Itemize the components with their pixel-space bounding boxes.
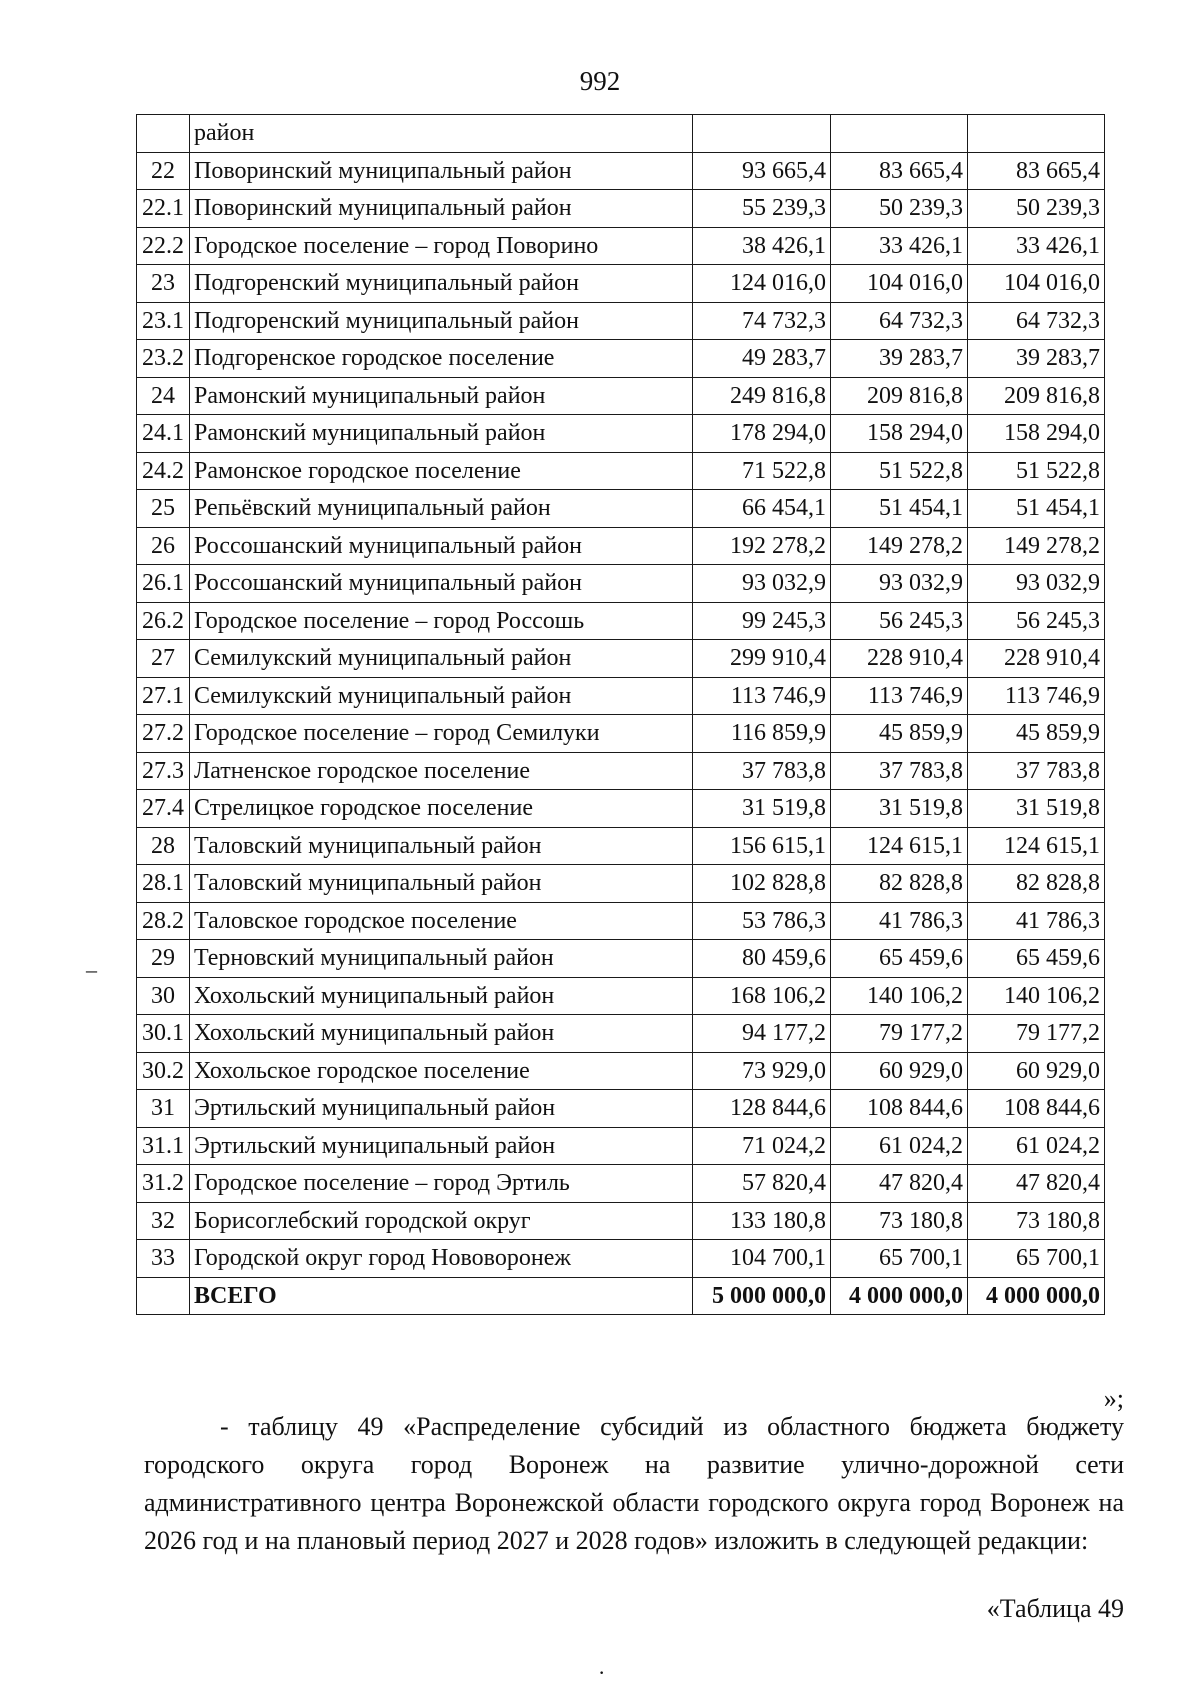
row-number: 28.1 — [137, 865, 190, 903]
total-row — [137, 1277, 1105, 1315]
value-2027: 82 828,8 — [831, 865, 968, 903]
value-2027: 61 024,2 — [831, 1127, 968, 1165]
table-row — [137, 752, 1105, 790]
table-row — [137, 1202, 1105, 1240]
table-row — [137, 527, 1105, 565]
municipality-name: Городское поселение – город Эртиль — [190, 1165, 693, 1203]
table-row — [137, 977, 1105, 1015]
value-2026: 38 426,1 — [693, 227, 831, 265]
row-number: 24 — [137, 377, 190, 415]
value-2026: 31 519,8 — [693, 790, 831, 828]
value-2027: 50 239,3 — [831, 190, 968, 228]
value-2026: 66 454,1 — [693, 490, 831, 528]
value-2026: 133 180,8 — [693, 1202, 831, 1240]
value-2026: 73 929,0 — [693, 1052, 831, 1090]
value-2028: 79 177,2 — [968, 1015, 1105, 1053]
value-2028: 41 786,3 — [968, 902, 1105, 940]
row-number: 27.3 — [137, 752, 190, 790]
value-2027: 113 746,9 — [831, 677, 968, 715]
municipality-name: Городское поселение – город Россошь — [190, 602, 693, 640]
value-2028 — [968, 115, 1105, 153]
municipality-name: Борисоглебский городской округ — [190, 1202, 693, 1240]
value-2026: 99 245,3 — [693, 602, 831, 640]
table-row — [137, 715, 1105, 753]
value-2027: 64 732,3 — [831, 302, 968, 340]
row-number: 23.1 — [137, 302, 190, 340]
table-row — [137, 565, 1105, 603]
value-2026: 53 786,3 — [693, 902, 831, 940]
amendment-paragraph: - таблицу 49 «Распределение субсидий из областного бюджета бюджету городского округа город Воронеж на развитие улично-дорожной сети административного центра Воронежской области городского округа город Воронеж на 2026 год и на плановый период 2027 и 2028 годов» изложить в следующей редакции: — [144, 1412, 1124, 1555]
municipality-name: Семилукский муниципальный район — [190, 677, 693, 715]
value-2027: 31 519,8 — [831, 790, 968, 828]
table-49-reference: «Таблица 49 — [986, 1594, 1124, 1623]
value-2028: 104 016,0 — [968, 265, 1105, 303]
value-2028: 93 032,9 — [968, 565, 1105, 603]
municipality-name: Рамонский муниципальный район — [190, 377, 693, 415]
table-row — [137, 152, 1105, 190]
value-2026: 249 816,8 — [693, 377, 831, 415]
row-number: 26.1 — [137, 565, 190, 603]
municipality-name: Подгоренское городское поселение — [190, 340, 693, 378]
row-number: 25 — [137, 490, 190, 528]
value-2027: 108 844,6 — [831, 1090, 968, 1128]
municipality-name: Семилукский муниципальный район — [190, 640, 693, 678]
municipality-name: Городской округ город Нововоронеж — [190, 1240, 693, 1278]
value-2028: 65 700,1 — [968, 1240, 1105, 1278]
row-number: 26.2 — [137, 602, 190, 640]
value-2028: 60 929,0 — [968, 1052, 1105, 1090]
value-2027: 73 180,8 — [831, 1202, 968, 1240]
row-number: 30.2 — [137, 1052, 190, 1090]
value-2026: 5 000 000,0 — [693, 1277, 831, 1315]
table-row — [137, 340, 1105, 378]
table-row — [137, 1052, 1105, 1090]
value-2027: 228 910,4 — [831, 640, 968, 678]
row-number — [137, 115, 190, 153]
municipality-name: Хохольский муниципальный район — [190, 977, 693, 1015]
subsidy-table — [136, 114, 1105, 1315]
value-2026: 80 459,6 — [693, 940, 831, 978]
row-number: 30.1 — [137, 1015, 190, 1053]
value-2028: 108 844,6 — [968, 1090, 1105, 1128]
table-row — [137, 677, 1105, 715]
value-2028: 50 239,3 — [968, 190, 1105, 228]
table-row — [137, 190, 1105, 228]
value-2026: 192 278,2 — [693, 527, 831, 565]
table-row — [137, 115, 1105, 153]
row-number: 33 — [137, 1240, 190, 1278]
row-number: 30 — [137, 977, 190, 1015]
value-2027: 37 783,8 — [831, 752, 968, 790]
row-number: 31 — [137, 1090, 190, 1128]
municipality-name: Репьёвский муниципальный район — [190, 490, 693, 528]
value-2026: 57 820,4 — [693, 1165, 831, 1203]
row-number: 22.2 — [137, 227, 190, 265]
value-2026: 37 783,8 — [693, 752, 831, 790]
value-2027: 51 522,8 — [831, 452, 968, 490]
municipality-name: Поворинский муниципальный район — [190, 152, 693, 190]
value-2028: 65 459,6 — [968, 940, 1105, 978]
row-number: 27.1 — [137, 677, 190, 715]
value-2028: 209 816,8 — [968, 377, 1105, 415]
table-row — [137, 1090, 1105, 1128]
value-2027: 79 177,2 — [831, 1015, 968, 1053]
row-number: 28 — [137, 827, 190, 865]
municipality-name: Терновский муниципальный район — [190, 940, 693, 978]
row-number: 28.2 — [137, 902, 190, 940]
value-2028: 158 294,0 — [968, 415, 1105, 453]
row-number: 27.2 — [137, 715, 190, 753]
value-2028: 83 665,4 — [968, 152, 1105, 190]
value-2026: 74 732,3 — [693, 302, 831, 340]
row-number: 24.1 — [137, 415, 190, 453]
table-row — [137, 1240, 1105, 1278]
value-2028: 4 000 000,0 — [968, 1277, 1105, 1315]
row-number: 31.1 — [137, 1127, 190, 1165]
municipality-name: Городское поселение – город Поворино — [190, 227, 693, 265]
value-2028: 39 283,7 — [968, 340, 1105, 378]
value-2026 — [693, 115, 831, 153]
municipality-name: Эртильский муниципальный район — [190, 1090, 693, 1128]
municipality-name: район — [190, 115, 693, 153]
table-row — [137, 1127, 1105, 1165]
row-number: 24.2 — [137, 452, 190, 490]
row-number: 23.2 — [137, 340, 190, 378]
value-2026: 299 910,4 — [693, 640, 831, 678]
table-row — [137, 377, 1105, 415]
municipality-name: Эртильский муниципальный район — [190, 1127, 693, 1165]
value-2026: 94 177,2 — [693, 1015, 831, 1053]
municipality-name: Таловское городское поселение — [190, 902, 693, 940]
table-row — [137, 640, 1105, 678]
row-number — [137, 1277, 190, 1315]
table-row — [137, 865, 1105, 903]
value-2028: 33 426,1 — [968, 227, 1105, 265]
value-2027 — [831, 115, 968, 153]
table-row — [137, 790, 1105, 828]
row-number: 27.4 — [137, 790, 190, 828]
scan-dot: · — [598, 1660, 606, 1685]
municipality-name: Поворинский муниципальный район — [190, 190, 693, 228]
scan-mark: – — [86, 957, 97, 982]
table-row — [137, 415, 1105, 453]
value-2027: 158 294,0 — [831, 415, 968, 453]
value-2028: 61 024,2 — [968, 1127, 1105, 1165]
value-2028: 149 278,2 — [968, 527, 1105, 565]
value-2026: 71 522,8 — [693, 452, 831, 490]
municipality-name: Подгоренский муниципальный район — [190, 265, 693, 303]
row-number: 26 — [137, 527, 190, 565]
value-2027: 104 016,0 — [831, 265, 968, 303]
row-number: 23 — [137, 265, 190, 303]
value-2026: 168 106,2 — [693, 977, 831, 1015]
row-number: 22.1 — [137, 190, 190, 228]
municipality-name: Хохольский муниципальный район — [190, 1015, 693, 1053]
municipality-name: Таловский муниципальный район — [190, 865, 693, 903]
table-row — [137, 902, 1105, 940]
value-2027: 65 459,6 — [831, 940, 968, 978]
value-2027: 140 106,2 — [831, 977, 968, 1015]
municipality-name: Подгоренский муниципальный район — [190, 302, 693, 340]
value-2026: 128 844,6 — [693, 1090, 831, 1128]
row-number: 31.2 — [137, 1165, 190, 1203]
table-row — [137, 940, 1105, 978]
value-2027: 56 245,3 — [831, 602, 968, 640]
table-body — [137, 115, 1105, 1315]
value-2027: 93 032,9 — [831, 565, 968, 603]
value-2027: 41 786,3 — [831, 902, 968, 940]
value-2028: 56 245,3 — [968, 602, 1105, 640]
municipality-name: Россошанский муниципальный район — [190, 527, 693, 565]
value-2026: 71 024,2 — [693, 1127, 831, 1165]
table-row — [137, 1015, 1105, 1053]
value-2028: 228 910,4 — [968, 640, 1105, 678]
value-2028: 31 519,8 — [968, 790, 1105, 828]
row-number: 22 — [137, 152, 190, 190]
value-2028: 51 522,8 — [968, 452, 1105, 490]
municipality-name: Рамонский муниципальный район — [190, 415, 693, 453]
value-2027: 60 929,0 — [831, 1052, 968, 1090]
value-2027: 51 454,1 — [831, 490, 968, 528]
value-2026: 49 283,7 — [693, 340, 831, 378]
value-2028: 73 180,8 — [968, 1202, 1105, 1240]
table-row — [137, 827, 1105, 865]
value-2027: 39 283,7 — [831, 340, 968, 378]
value-2028: 113 746,9 — [968, 677, 1105, 715]
value-2026: 104 700,1 — [693, 1240, 831, 1278]
value-2027: 209 816,8 — [831, 377, 968, 415]
municipality-name: Таловский муниципальный район — [190, 827, 693, 865]
value-2026: 116 859,9 — [693, 715, 831, 753]
value-2028: 64 732,3 — [968, 302, 1105, 340]
value-2026: 178 294,0 — [693, 415, 831, 453]
row-number: 27 — [137, 640, 190, 678]
municipality-name: Стрелицкое городское поселение — [190, 790, 693, 828]
value-2028: 45 859,9 — [968, 715, 1105, 753]
value-2028: 124 615,1 — [968, 827, 1105, 865]
table-row — [137, 1165, 1105, 1203]
table-row — [137, 265, 1105, 303]
value-2028: 37 783,8 — [968, 752, 1105, 790]
value-2028: 47 820,4 — [968, 1165, 1105, 1203]
value-2027: 65 700,1 — [831, 1240, 968, 1278]
value-2026: 102 828,8 — [693, 865, 831, 903]
page-number: 992 — [579, 66, 621, 96]
value-2028: 82 828,8 — [968, 865, 1105, 903]
row-number: 32 — [137, 1202, 190, 1240]
municipality-name: Хохольское городское поселение — [190, 1052, 693, 1090]
municipality-name: Латненское городское поселение — [190, 752, 693, 790]
table-row — [137, 602, 1105, 640]
table-row — [137, 302, 1105, 340]
value-2026: 55 239,3 — [693, 190, 831, 228]
municipality-name: Рамонское городское поселение — [190, 452, 693, 490]
municipality-name: ВСЕГО — [190, 1277, 693, 1315]
value-2028: 140 106,2 — [968, 977, 1105, 1015]
table-row — [137, 452, 1105, 490]
municipality-name: Россошанский муниципальный район — [190, 565, 693, 603]
value-2027: 4 000 000,0 — [831, 1277, 968, 1315]
value-2027: 33 426,1 — [831, 227, 968, 265]
value-2026: 156 615,1 — [693, 827, 831, 865]
value-2026: 113 746,9 — [693, 677, 831, 715]
municipality-name: Городское поселение – город Семилуки — [190, 715, 693, 753]
value-2027: 83 665,4 — [831, 152, 968, 190]
value-2027: 124 615,1 — [831, 827, 968, 865]
row-number: 29 — [137, 940, 190, 978]
value-2028: 51 454,1 — [968, 490, 1105, 528]
value-2026: 124 016,0 — [693, 265, 831, 303]
closing-quote: »; — [1103, 1384, 1124, 1413]
table-row — [137, 227, 1105, 265]
table-row — [137, 490, 1105, 528]
value-2026: 93 665,4 — [693, 152, 831, 190]
value-2027: 149 278,2 — [831, 527, 968, 565]
value-2027: 47 820,4 — [831, 1165, 968, 1203]
value-2027: 45 859,9 — [831, 715, 968, 753]
value-2026: 93 032,9 — [693, 565, 831, 603]
